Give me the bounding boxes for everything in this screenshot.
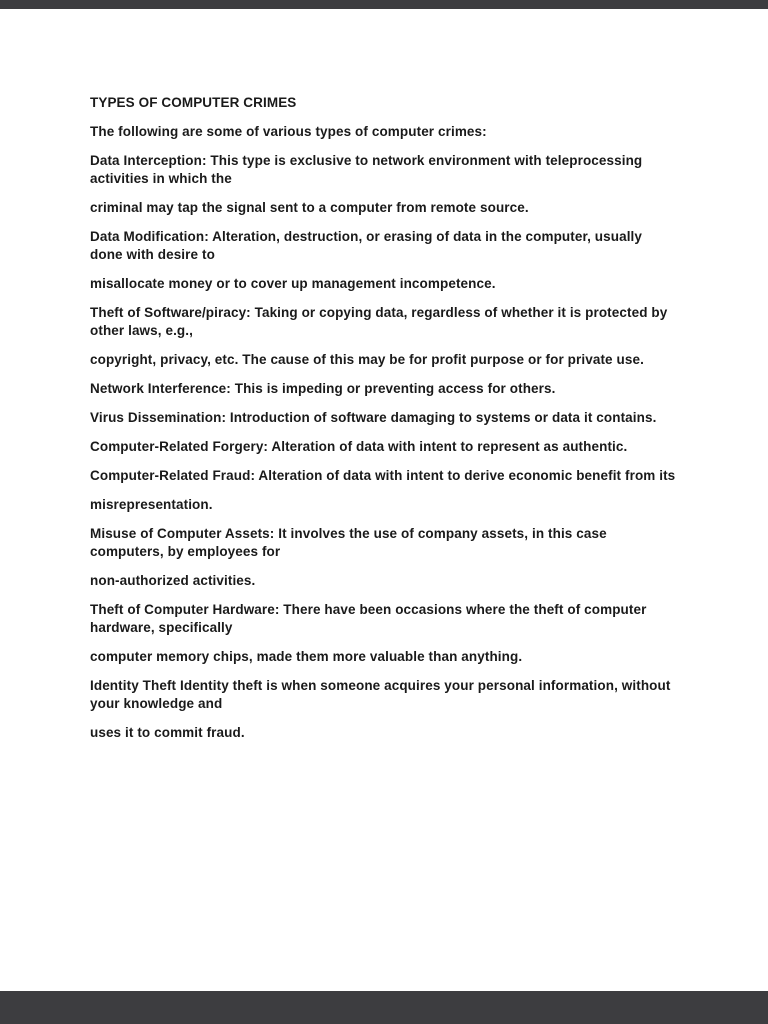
paragraph: Theft of Computer Hardware: There have been occasions where the theft of computer hardware, specifically: [90, 602, 647, 635]
paragraph: Network Interference: This is impeding or preventing access for others.: [90, 381, 556, 396]
document-title: TYPES OF COMPUTER CRIMES: [90, 95, 297, 110]
paragraph: Misuse of Computer Assets: It involves the use of company assets, in this case computers, by employees for: [90, 526, 607, 559]
paragraph: Computer-Related Fraud: Alteration of data with intent to derive economic benefit from its: [90, 468, 676, 483]
paragraph: Identity Theft Identity theft is when someone acquires your personal information, without your knowledge and: [90, 678, 671, 711]
paragraph: Data Modification: Alteration, destruction, or erasing of data in the computer, usually done with desire to: [90, 229, 643, 262]
paragraph: Theft of Software/piracy: Taking or copying data, regardless of whether it is protected by other laws, e.g.,: [90, 305, 668, 338]
paragraph: Virus Dissemination: Introduction of software damaging to systems or data it contains.: [90, 410, 657, 425]
paragraph: misrepresentation.: [90, 497, 213, 512]
paragraph: Computer-Related Forgery: Alteration of data with intent to represent as authentic.: [90, 439, 628, 454]
paragraph: copyright, privacy, etc. The cause of this may be for profit purpose or for private use.: [90, 352, 644, 367]
viewer-bottom-bar: [0, 991, 768, 1024]
paragraph: uses it to commit fraud.: [90, 725, 245, 740]
paragraph: The following are some of various types of computer crimes:: [90, 124, 487, 139]
paragraph: Data Interception: This type is exclusive to network environment with teleprocessing activities in which the: [90, 153, 643, 186]
paragraph: non-authorized activities.: [90, 573, 256, 588]
paragraph: computer memory chips, made them more valuable than anything.: [90, 649, 523, 664]
paragraph: criminal may tap the signal sent to a computer from remote source.: [90, 200, 529, 215]
viewer-top-bar: [0, 0, 768, 9]
paragraph: misallocate money or to cover up management incompetence.: [90, 276, 496, 291]
document-page: [0, 9, 768, 991]
